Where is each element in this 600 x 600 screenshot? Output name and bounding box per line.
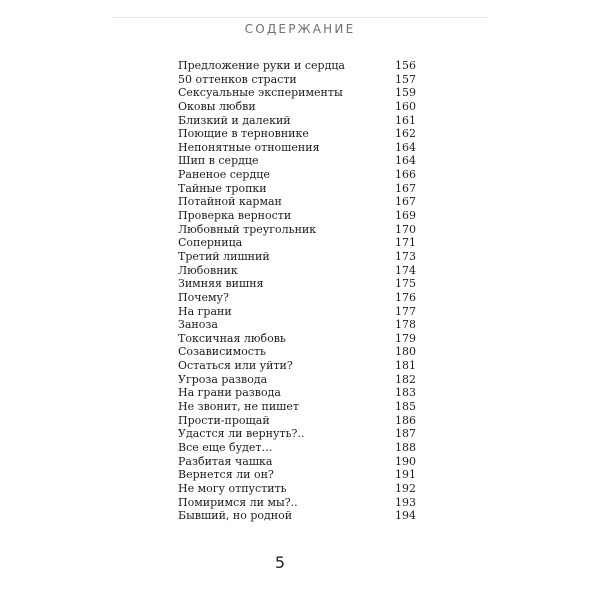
toc-entry xyxy=(178,291,416,305)
toc-entry xyxy=(178,182,416,196)
toc-entry-page: 176 xyxy=(395,290,416,304)
toc-entry xyxy=(178,496,416,510)
toc-entry xyxy=(178,359,416,373)
toc-entry xyxy=(178,154,416,168)
toc-entry-title: Разбитая чашка xyxy=(178,454,273,468)
toc-entry xyxy=(178,195,416,209)
toc-entry-page: 162 xyxy=(395,127,416,141)
toc-entry-title: Близкий и далекий xyxy=(178,113,291,127)
toc-entry-title: Третий лишний xyxy=(178,249,270,263)
toc-entry xyxy=(178,59,416,73)
toc-entry xyxy=(178,373,416,387)
toc-entry-page: 164 xyxy=(395,154,416,168)
toc-entry-page: 157 xyxy=(395,72,416,86)
toc-entry-title: Предложение руки и сердца xyxy=(178,59,345,72)
toc-entry-title: Не могу отпустить xyxy=(178,481,287,495)
toc-entry-title: Поющие в терновнике xyxy=(178,127,309,141)
toc-entry xyxy=(178,127,416,141)
toc-entry xyxy=(178,482,416,496)
toc-entry xyxy=(178,86,416,100)
toc-entry-title: Любовный треугольник xyxy=(178,222,317,236)
table-of-contents xyxy=(178,59,416,523)
toc-entry-title: Почему? xyxy=(178,290,229,304)
toc-entry-title: Токсичная любовь xyxy=(178,331,286,345)
toc-entry-page: 161 xyxy=(395,113,416,127)
toc-entry xyxy=(178,264,416,278)
toc-entry-page: 181 xyxy=(395,359,416,373)
toc-entry-page: 171 xyxy=(395,236,416,250)
toc-entry xyxy=(178,400,416,414)
toc-entry-page: 170 xyxy=(395,222,416,236)
toc-entry-title: Любовник xyxy=(178,263,238,277)
toc-entry-title: Бывший, но родной xyxy=(178,509,293,523)
toc-entry-page: 174 xyxy=(395,263,416,277)
toc-entry-page: 190 xyxy=(395,454,416,468)
toc-entry xyxy=(178,455,416,469)
toc-entry-page: 175 xyxy=(395,277,416,291)
toc-entry xyxy=(178,305,416,319)
toc-entry-title: Проверка верности xyxy=(178,209,292,223)
toc-entry-page: 178 xyxy=(395,318,416,332)
toc-entry xyxy=(178,386,416,400)
toc-entry xyxy=(178,100,416,114)
toc-entry xyxy=(178,114,416,128)
toc-entry-title: Тайные тропки xyxy=(178,181,267,195)
toc-entry-title: Шип в сердце xyxy=(178,154,259,168)
toc-entry-page: 166 xyxy=(395,168,416,182)
toc-entry-page: 182 xyxy=(395,372,416,386)
toc-entry-title: Соперница xyxy=(178,236,243,250)
toc-entry xyxy=(178,236,416,250)
toc-entry xyxy=(178,141,416,155)
toc-entry-title: На грани xyxy=(178,304,232,318)
toc-entry-page: 167 xyxy=(395,181,416,195)
toc-entry-title: Заноза xyxy=(178,318,218,332)
toc-entry-title: Оковы любви xyxy=(178,99,256,113)
toc-entry-page: 164 xyxy=(395,140,416,154)
toc-entry xyxy=(178,223,416,237)
toc-entry-title: На грани развода xyxy=(178,386,281,400)
toc-entry-title: Раненое сердце xyxy=(178,168,270,182)
toc-entry-page: 188 xyxy=(395,440,416,454)
toc-entry-title: Помиримся ли мы?.. xyxy=(178,495,298,509)
toc-entry-title: Зимняя вишня xyxy=(178,277,264,291)
page-number: 5 xyxy=(274,553,286,572)
toc-entry xyxy=(178,509,416,523)
toc-entry-title: Прости-прощай xyxy=(178,413,270,427)
toc-entry xyxy=(178,427,416,441)
toc-entry-page: 192 xyxy=(395,481,416,495)
toc-entry xyxy=(178,441,416,455)
toc-entry-page: 191 xyxy=(395,468,416,482)
toc-entry-page: 179 xyxy=(395,331,416,345)
toc-entry xyxy=(178,277,416,291)
toc-entry-title: Все еще будет… xyxy=(178,440,273,454)
toc-entry-title: Сексуальные эксперименты xyxy=(178,86,343,100)
toc-entry-title: Угроза развода xyxy=(178,372,268,386)
toc-entry xyxy=(178,468,416,482)
toc-entry xyxy=(178,345,416,359)
toc-entry-title: 50 оттенков страсти xyxy=(178,72,297,86)
toc-entry-page: 183 xyxy=(395,386,416,400)
toc-entry-page: 167 xyxy=(395,195,416,209)
toc-entry xyxy=(178,73,416,87)
toc-entry-page: 177 xyxy=(395,304,416,318)
toc-entry-title: Потайной карман xyxy=(178,195,282,209)
toc-entry xyxy=(178,332,416,346)
toc-entry xyxy=(178,250,416,264)
toc-entry-page: 180 xyxy=(395,345,416,359)
header-rule xyxy=(112,17,488,18)
toc-entry-page: 193 xyxy=(395,495,416,509)
toc-entry-page: 156 xyxy=(395,59,416,72)
toc-entry-page: 194 xyxy=(395,509,416,523)
toc-entry xyxy=(178,318,416,332)
toc-entry xyxy=(178,168,416,182)
running-head: СОДЕРЖАНИЕ xyxy=(244,22,356,36)
toc-entry-title: Вернется ли он? xyxy=(178,468,274,482)
toc-entry-title: Непонятные отношения xyxy=(178,140,320,154)
toc-entry-page: 159 xyxy=(395,86,416,100)
toc-entry-title: Удастся ли вернуть?.. xyxy=(178,427,305,441)
toc-entry xyxy=(178,209,416,223)
toc-entry-title: Созависимость xyxy=(178,345,267,359)
toc-entry-page: 186 xyxy=(395,413,416,427)
toc-entry-page: 185 xyxy=(395,400,416,414)
toc-entry-page: 169 xyxy=(395,209,416,223)
toc-entry-page: 173 xyxy=(395,249,416,263)
toc-entry-page: 160 xyxy=(395,99,416,113)
toc-entry-title: Не звонит, не пишет xyxy=(178,400,299,414)
toc-entry-page: 187 xyxy=(395,427,416,441)
toc-entry xyxy=(178,414,416,428)
toc-entry-title: Остаться или уйти? xyxy=(178,359,293,373)
